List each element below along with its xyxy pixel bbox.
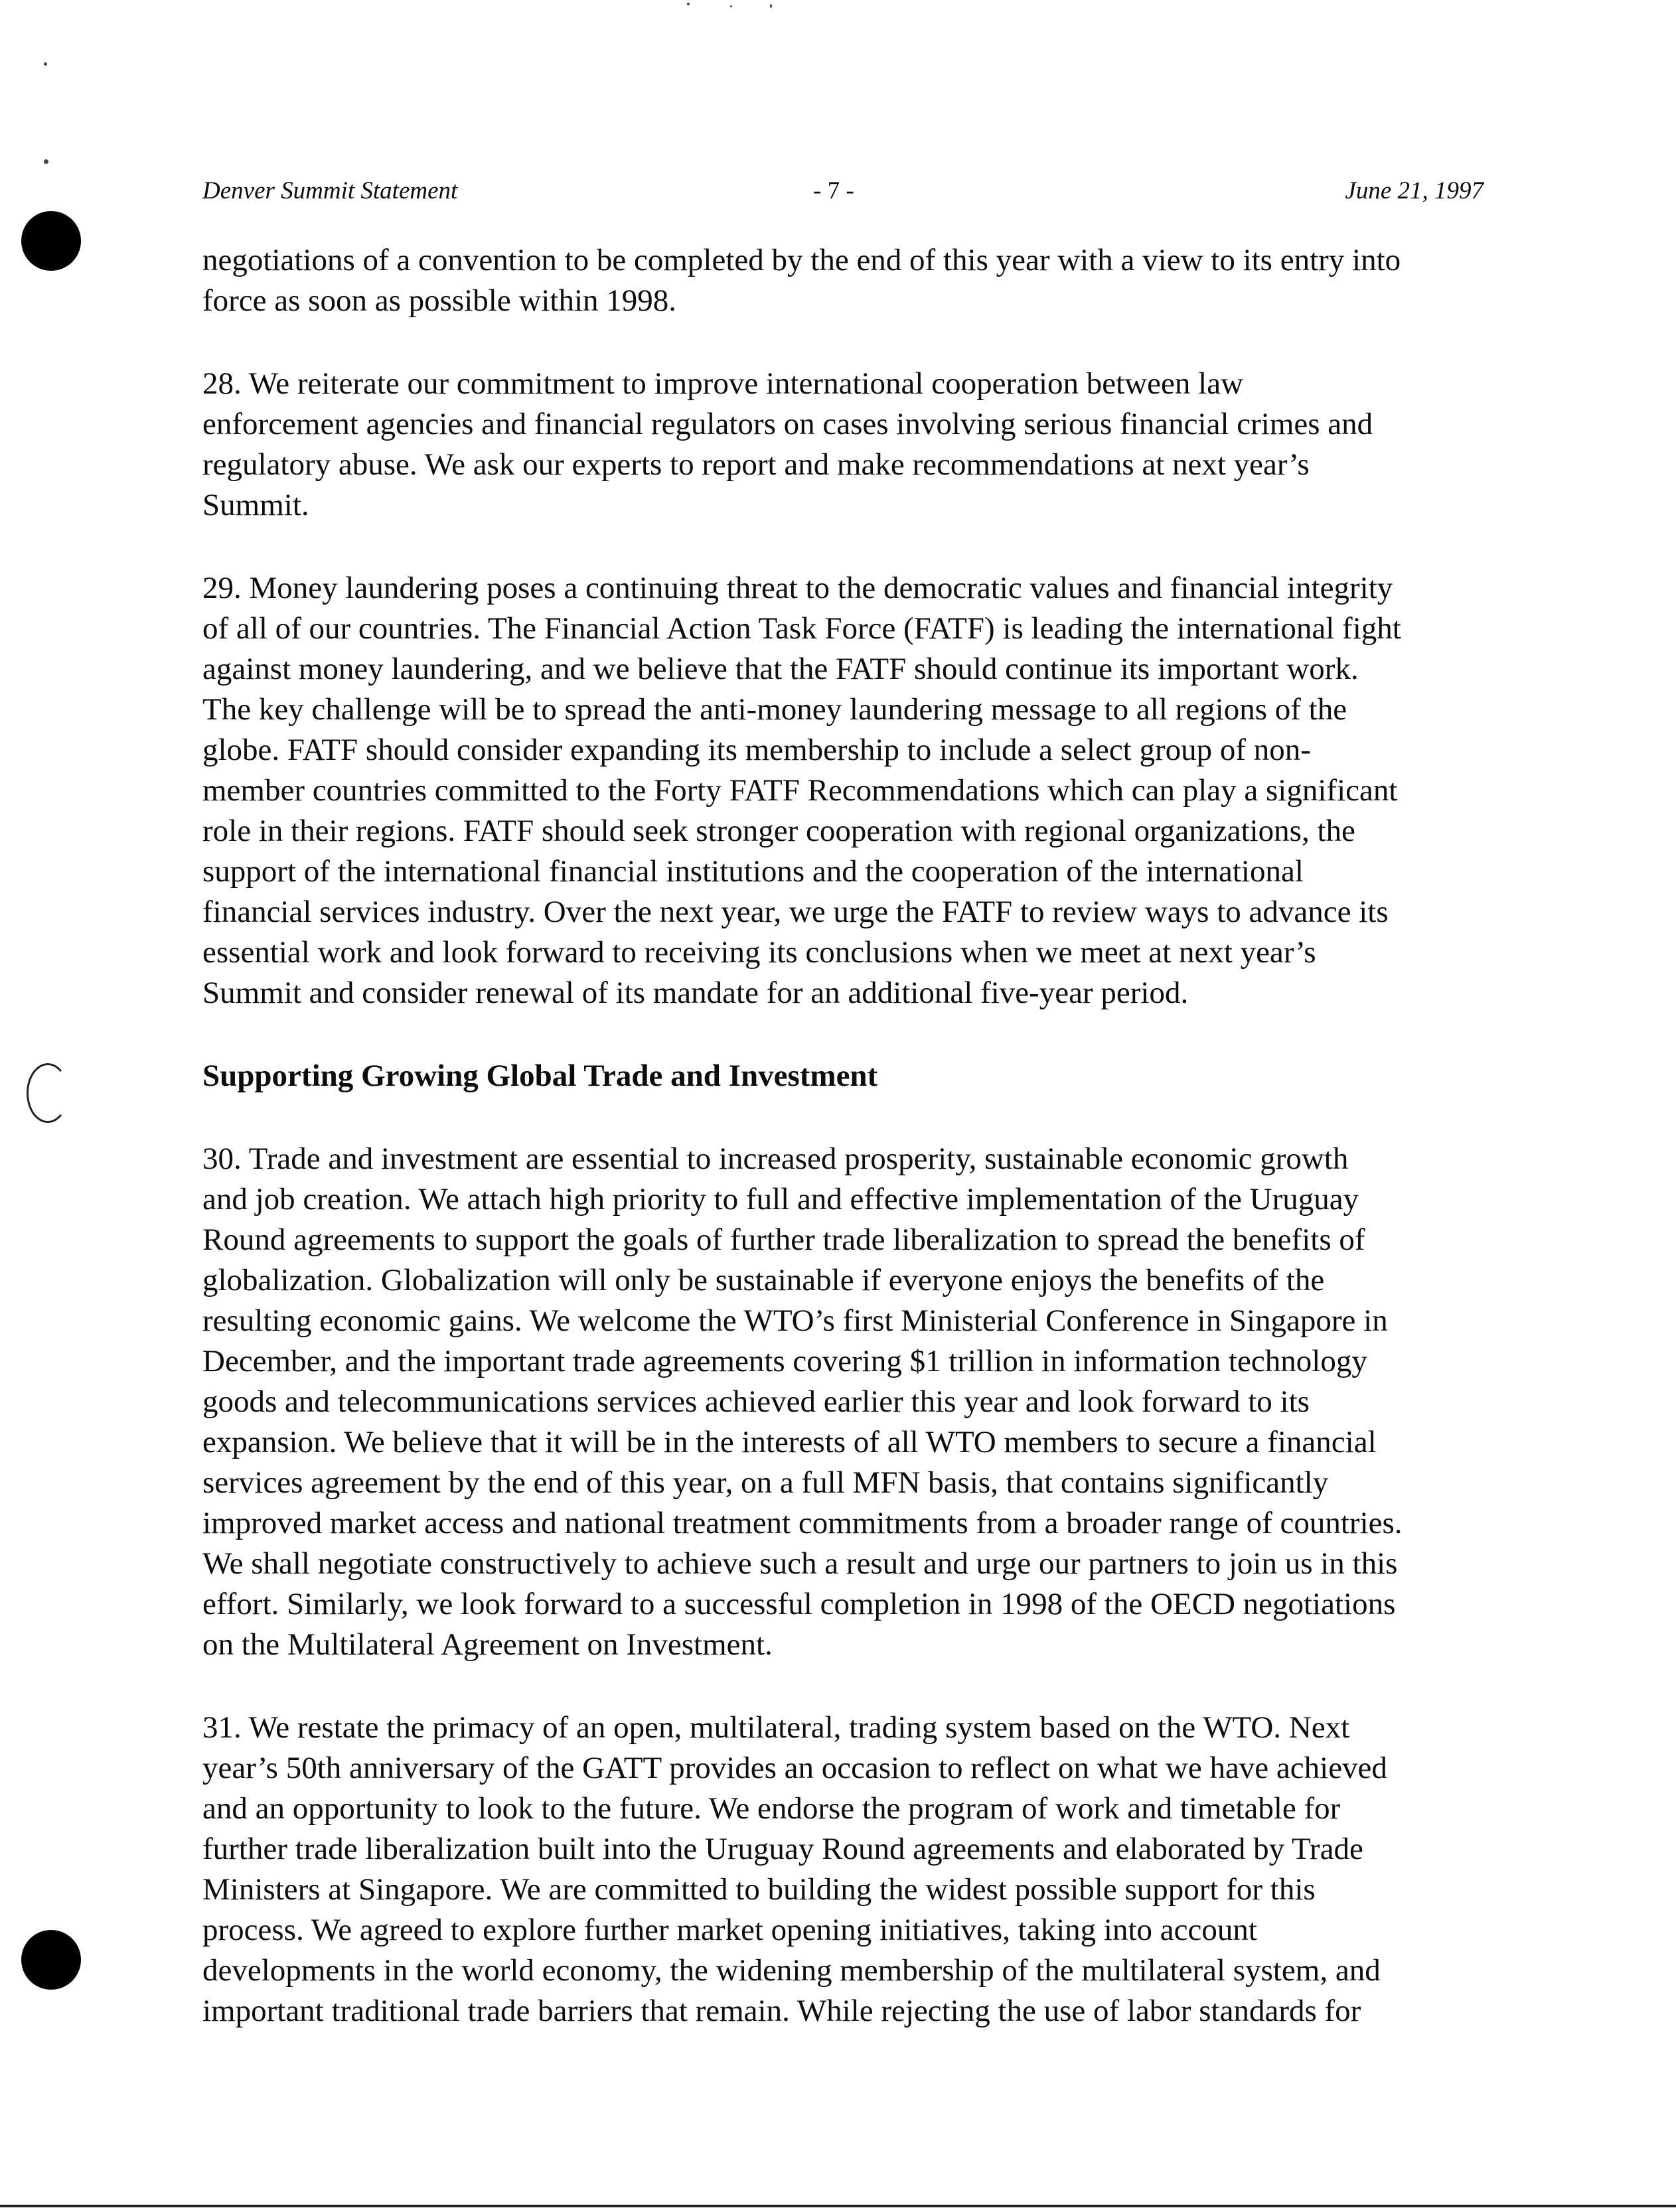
scan-speck [770, 4, 772, 8]
paragraph-27-continued [202, 240, 1484, 321]
scan-speck [730, 5, 732, 7]
text-line: financial services industry. Over the next year, we urge the FATF to review ways to advance its [202, 895, 1389, 929]
text-line: force as soon as possible within 1998. [202, 283, 677, 318]
text-line: globe. FATF should consider expanding its membership to include a select group of non- [202, 733, 1311, 767]
text-line: 29. Money laundering poses a continuing threat to the democratic values and financial integrity [202, 571, 1393, 605]
text-line: resulting economic gains. We welcome the WTO’s first Ministerial Conference in Singapore in [202, 1303, 1388, 1338]
text-line: goods and telecommunications services achieved earlier this year and look forward to its [202, 1384, 1310, 1419]
text-line: on the Multilateral Agreement on Investment. [202, 1627, 773, 1662]
paragraph-30 [202, 1139, 1484, 1665]
text-line: improved market access and national treatment commitments from a broader range of countries. [202, 1506, 1403, 1540]
text-line: developments in the world economy, the widening membership of the multilateral system, and [202, 1953, 1381, 1988]
section-heading: Supporting Growing Global Trade and Investment [202, 1059, 878, 1093]
scan-edge-line [0, 2205, 1676, 2207]
text-line: regulatory abuse. We ask our experts to report and make recommendations at next year’s [202, 447, 1310, 482]
text-line: important traditional trade barriers that remain. While rejecting the use of labor standards for [202, 1994, 1361, 2028]
text-line: negotiations of a convention to be completed by the end of this year with a view to its entry into [202, 243, 1401, 277]
text-line: support of the international financial institutions and the cooperation of the international [202, 854, 1304, 889]
text-line: expansion. We believe that it will be in the interests of all WTO members to secure a financial [202, 1425, 1377, 1459]
text-line: year’s 50th anniversary of the GATT provides an occasion to reflect on what we have achieved [202, 1751, 1387, 1785]
text-line: process. We agreed to explore further market opening initiatives, taking into account [202, 1913, 1257, 1947]
page-header [202, 177, 1484, 216]
text-line: effort. Similarly, we look forward to a successful completion in 1998 of the OECD negotiations [202, 1587, 1396, 1621]
text-line: Round agreements to support the goals of further trade liberalization to spread the benefits of [202, 1222, 1365, 1257]
text-line: role in their regions. FATF should seek stronger cooperation with regional organizations, the [202, 814, 1355, 848]
text-line: member countries committed to the Forty FATF Recommendations which can play a significant [202, 773, 1398, 808]
text-line: 30. Trade and investment are essential to increased prosperity, sustainable economic growth [202, 1142, 1349, 1176]
scan-speck [44, 62, 47, 66]
paragraph-29 [202, 568, 1484, 1013]
document-body [202, 240, 1484, 2074]
text-line: December, and the important trade agreements covering $1 trillion in information technology [202, 1344, 1367, 1378]
scan-speck [687, 3, 690, 5]
text-line: globalization. Globalization will only be sustainable if everyone enjoys the benefits of the [202, 1263, 1325, 1297]
text-line: essential work and look forward to receiving its conclusions when we meet at next year’s [202, 935, 1316, 970]
punch-hole-bottom [21, 1930, 81, 1990]
text-line: and an opportunity to look to the future. We endorse the program of work and timetable for [202, 1791, 1341, 1826]
text-line: The key challenge will be to spread the anti-money laundering message to all regions of the [202, 692, 1347, 727]
paragraph-28 [202, 364, 1484, 526]
page-number: - 7 - [813, 177, 854, 204]
text-line: and job creation. We attach high priority to full and effective implementation of the Uruguay [202, 1182, 1359, 1217]
scan-speck [44, 159, 48, 164]
text-line: of all of our countries. The Financial Action Task Force (FATF) is leading the international fight [202, 611, 1401, 646]
punch-hole-outline [27, 1063, 69, 1123]
text-line: further trade liberalization built into the Uruguay Round agreements and elaborated by Trade [202, 1832, 1363, 1866]
text-line: 31. We restate the primacy of an open, multilateral, trading system based on the WTO. Next [202, 1710, 1350, 1745]
text-line: We shall negotiate constructively to achieve such a result and urge our partners to join us in this [202, 1546, 1398, 1581]
document-title: Denver Summit Statement [202, 177, 458, 204]
text-line: Summit and consider renewal of its mandate for an additional five-year period. [202, 976, 1189, 1010]
text-line: services agreement by the end of this year, on a full MFN basis, that contains significantly [202, 1465, 1329, 1500]
document-date: June 21, 1997 [1345, 177, 1484, 204]
text-line: enforcement agencies and financial regulators on cases involving serious financial crimes and [202, 407, 1373, 441]
text-line: 28. We reiterate our commitment to improve international cooperation between law [202, 366, 1244, 401]
text-line: Summit. [202, 488, 309, 522]
text-line: Ministers at Singapore. We are committed to building the widest possible support for this [202, 1872, 1316, 1907]
text-line: against money laundering, and we believe that the FATF should continue its important work. [202, 652, 1359, 686]
paragraph-31 [202, 1708, 1484, 2031]
punch-hole-top [21, 211, 81, 271]
